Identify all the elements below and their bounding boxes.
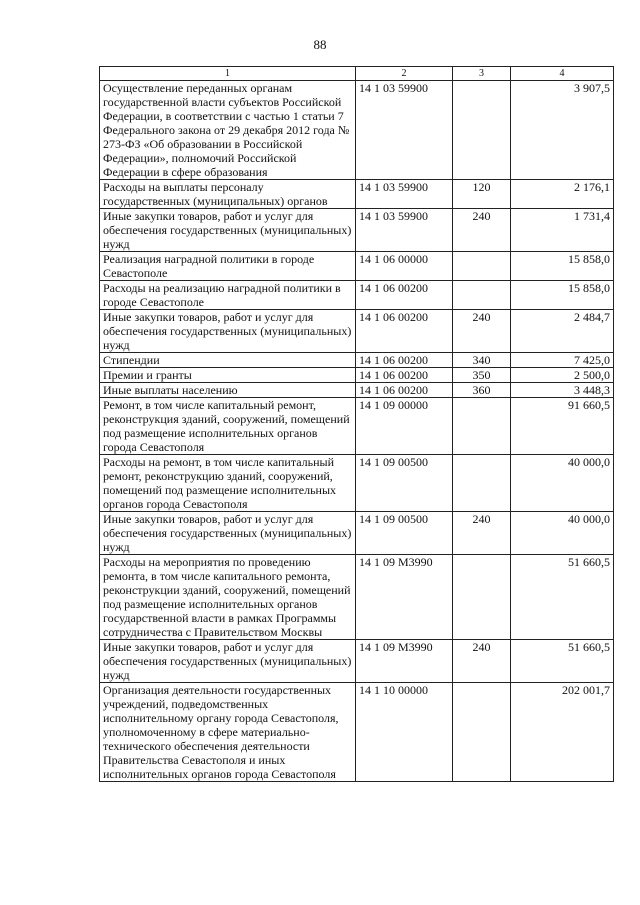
table-row xyxy=(100,383,614,398)
row-expense-type: 240 xyxy=(453,310,511,353)
row-expense-type: 240 xyxy=(453,512,511,555)
table-row xyxy=(100,353,614,368)
row-code: 14 1 09 00500 xyxy=(356,512,453,555)
row-code: 14 1 09 М3990 xyxy=(356,555,453,640)
row-name: Иные закупки товаров, работ и услуг для обеспечения государственных (муниципальных) нужд xyxy=(100,640,356,683)
row-code: 14 1 03 59900 xyxy=(356,81,453,180)
row-code: 14 1 06 00000 xyxy=(356,252,453,281)
row-name: Расходы на выплаты персоналу государственных (муниципальных) органов xyxy=(100,180,356,209)
table-row xyxy=(100,252,614,281)
row-amount: 7 425,0 xyxy=(511,353,614,368)
row-name: Расходы на ремонт, в том числе капитальный ремонт, реконструкцию зданий, сооружений, помещений под размещение исполнительных органов города Севастополя xyxy=(100,455,356,512)
table-row xyxy=(100,310,614,353)
row-expense-type: 350 xyxy=(453,368,511,383)
row-expense-type: 340 xyxy=(453,353,511,368)
page-number: 88 xyxy=(313,37,327,52)
row-amount: 2 500,0 xyxy=(511,368,614,383)
row-expense-type: 240 xyxy=(453,209,511,252)
row-amount: 3 907,5 xyxy=(511,81,614,180)
table-header-row xyxy=(100,67,614,81)
row-amount: 40 000,0 xyxy=(511,512,614,555)
row-expense-type xyxy=(453,683,511,782)
row-expense-type xyxy=(453,252,511,281)
header-col-3: 3 xyxy=(453,67,511,81)
row-name: Реализация наградной политики в городе Севастополе xyxy=(100,252,356,281)
row-code: 14 1 06 00200 xyxy=(356,310,453,353)
row-amount: 1 731,4 xyxy=(511,209,614,252)
row-name: Иные закупки товаров, работ и услуг для обеспечения государственных (муниципальных) нужд xyxy=(100,209,356,252)
table-row xyxy=(100,512,614,555)
row-name: Иные закупки товаров, работ и услуг для обеспечения государственных (муниципальных) нужд xyxy=(100,310,356,353)
row-code: 14 1 03 59900 xyxy=(356,209,453,252)
row-expense-type xyxy=(453,455,511,512)
row-name: Премии и гранты xyxy=(100,368,356,383)
table-row xyxy=(100,455,614,512)
header-col-2: 2 xyxy=(356,67,453,81)
row-name: Стипендии xyxy=(100,353,356,368)
row-code: 14 1 06 00200 xyxy=(356,353,453,368)
row-name: Организация деятельности государственных учреждений, подведомственных исполнительному органу города Севастополя, уполномоченному в сфере материально-технического обеспечения деятельности Правительства Севастополя и иных исполнительных органов города Севастополя xyxy=(100,683,356,782)
table-row xyxy=(100,368,614,383)
table-row xyxy=(100,209,614,252)
row-amount: 15 858,0 xyxy=(511,281,614,310)
row-expense-type: 120 xyxy=(453,180,511,209)
row-expense-type xyxy=(453,81,511,180)
table-row xyxy=(100,81,614,180)
row-code: 14 1 10 00000 xyxy=(356,683,453,782)
table-row xyxy=(100,555,614,640)
row-code: 14 1 09 00500 xyxy=(356,455,453,512)
row-expense-type xyxy=(453,555,511,640)
row-expense-type: 240 xyxy=(453,640,511,683)
row-name: Расходы на мероприятия по проведению ремонта, в том числе капитального ремонта, реконструкции зданий, сооружений, помещений под размещение исполнительных органов государственной власти в рамках Программы сотрудничества с Правительством Москвы xyxy=(100,555,356,640)
table-row xyxy=(100,180,614,209)
row-code: 14 1 03 59900 xyxy=(356,180,453,209)
header-col-1: 1 xyxy=(100,67,356,81)
row-code: 14 1 06 00200 xyxy=(356,383,453,398)
row-code: 14 1 09 00000 xyxy=(356,398,453,455)
row-amount: 40 000,0 xyxy=(511,455,614,512)
row-amount: 15 858,0 xyxy=(511,252,614,281)
row-name: Осуществление переданных органам государственной власти субъектов Российской Федерации, в соответствии с частью 1 статьи 7 Федерального закона от 29 декабря 2012 года № 273-ФЗ «Об образовании в Российской Федерации», полномочий Российской Федерации в сфере образования xyxy=(100,81,356,180)
row-amount: 51 660,5 xyxy=(511,640,614,683)
table-body xyxy=(100,81,614,782)
row-expense-type: 360 xyxy=(453,383,511,398)
budget-table xyxy=(99,66,614,782)
table-row xyxy=(100,640,614,683)
row-amount: 91 660,5 xyxy=(511,398,614,455)
row-amount: 2 176,1 xyxy=(511,180,614,209)
row-name: Иные выплаты населению xyxy=(100,383,356,398)
row-code: 14 1 06 00200 xyxy=(356,281,453,310)
row-expense-type xyxy=(453,398,511,455)
row-code: 14 1 09 М3990 xyxy=(356,640,453,683)
row-amount: 202 001,7 xyxy=(511,683,614,782)
row-expense-type xyxy=(453,281,511,310)
table-row xyxy=(100,683,614,782)
row-amount: 51 660,5 xyxy=(511,555,614,640)
row-name: Ремонт, в том числе капитальный ремонт, реконструкция зданий, сооружений, помещений под размещение исполнительных органов города Севастополя xyxy=(100,398,356,455)
row-amount: 3 448,3 xyxy=(511,383,614,398)
row-amount: 2 484,7 xyxy=(511,310,614,353)
row-code: 14 1 06 00200 xyxy=(356,368,453,383)
table-row xyxy=(100,398,614,455)
row-name: Иные закупки товаров, работ и услуг для обеспечения государственных (муниципальных) нужд xyxy=(100,512,356,555)
row-name: Расходы на реализацию наградной политики в городе Севастополе xyxy=(100,281,356,310)
header-col-4: 4 xyxy=(511,67,614,81)
table-row xyxy=(100,281,614,310)
